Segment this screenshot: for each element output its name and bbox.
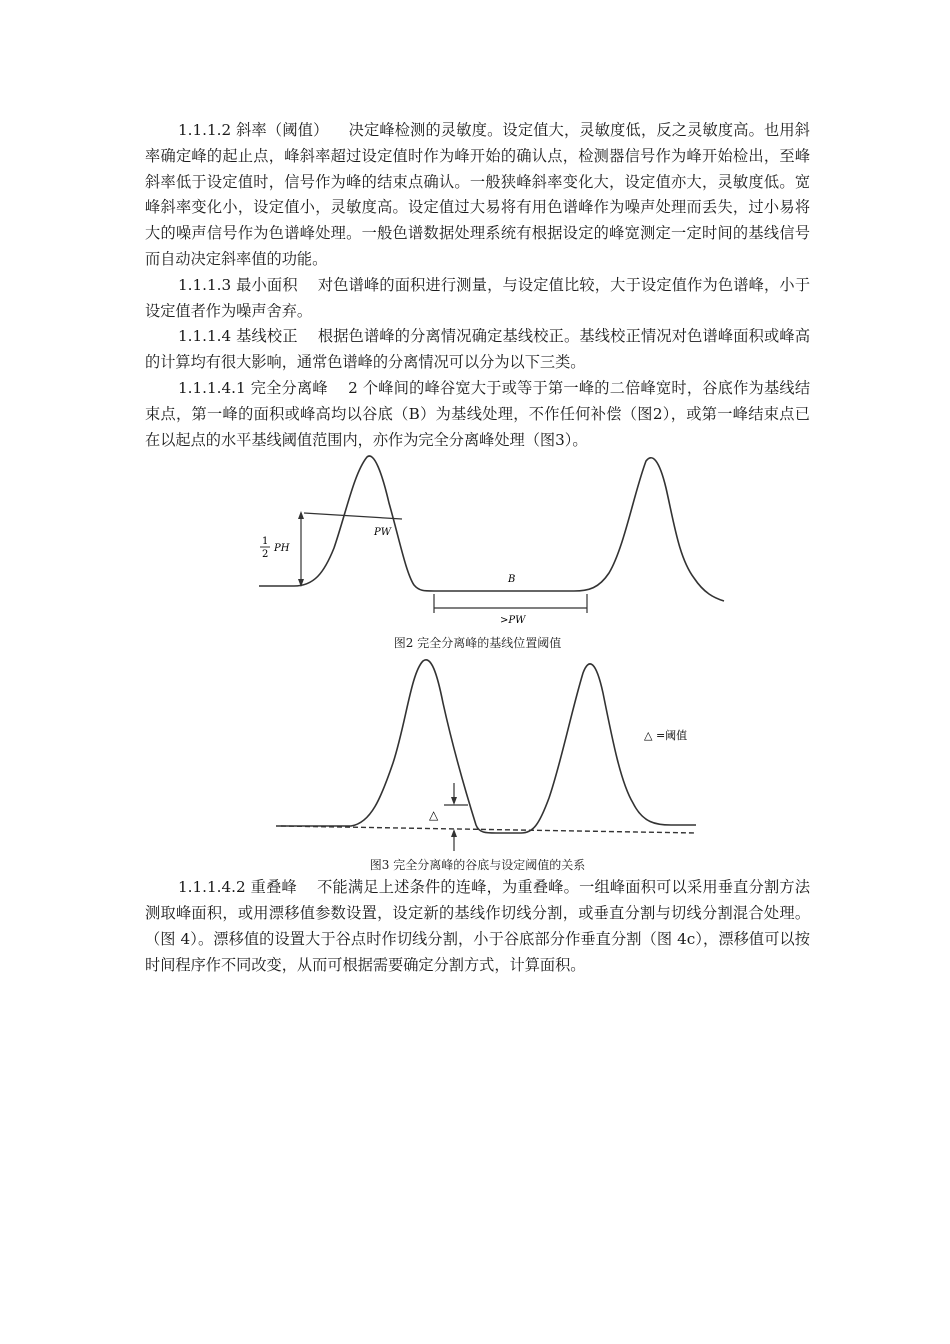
section-heading: 1.1.1.4.2 重叠峰 [178, 878, 297, 897]
section-body: 决定峰检测的灵敏度。设定值大，灵敏度低，反之灵敏度高。也用斜率确定峰的起止点，峰斜率超过设定值时作为峰开始的确认点，检测器信号作为峰开始检出，至峰斜率低于设定值时，信号作为峰的结束点确认。一般狭峰斜率变化大，设定值亦大，灵敏度低。宽峰斜率变化小，设定值小，灵敏度高。设定值过大易将有用色谱峰作为噪声处理而丢失，过小易将大的噪声信号作为色谱峰处理。一般色谱数据处理系统有根据设定的峰宽测定一定时间的基线信号而自动决定斜率值的功能。 [145, 121, 810, 268]
section-fully-separated [145, 376, 810, 453]
half-denominator: 2 [262, 549, 269, 561]
figure-3-chromatogram [271, 653, 701, 853]
threshold-line [281, 826, 696, 833]
figure-3-caption: 图3 完全分离峰的谷底与设定阈值的关系 [369, 858, 586, 873]
half-numerator: 1 [262, 536, 269, 548]
section-heading: 1.1.1.4 基线校正 [178, 327, 298, 346]
gt-pw-label: >PW [500, 615, 526, 627]
chromatogram-trace [276, 660, 696, 833]
ph-label: PH [274, 543, 290, 555]
ph-arrow-head-top [298, 511, 304, 519]
section-body: 对色谱峰的面积进行测量，与设定值比较，大于设定值作为色谱峰，小于设定值者作为噪声舍弃。 [145, 275, 811, 320]
figure-2-chromatogram [254, 453, 734, 629]
section-heading: 1.1.1.2 斜率（阈值） [178, 121, 329, 139]
section-body: 根据色谱峰的分离情况确定基线校正。基线校正情况对色谱峰面积或峰高的计算均有很大影响，通常色谱峰的分离情况可以分为以下三类。 [145, 327, 811, 372]
section-heading: 1.1.1.3 最小面积 [178, 275, 298, 294]
section-overlapping-peaks [145, 875, 810, 978]
section-body: 不能满足上述条件的连峰，为重叠峰。一组峰面积可以采用垂直分割方法测取峰面积，或用漂移值参数设置，设定新的基线作切线分割，或垂直分割与切线分割混合处理。（图 4）。漂移值的设置大于谷点时作切线分割，小于谷底部分作垂直分割（图 4c），漂移值可以按时间程序作不同改变，从而可根据需要确定分割方式，计算面积。 [145, 878, 811, 974]
section-slope [145, 118, 810, 273]
pw-line [304, 513, 402, 519]
threshold-arrow-top-head [451, 797, 457, 805]
section-heading: 1.1.1.4.1 完全分离峰 [178, 378, 328, 397]
section-min-area [145, 273, 810, 325]
document-page [145, 118, 810, 979]
chromatogram-trace [259, 456, 724, 601]
threshold-legend: △ =阈值 [644, 729, 688, 743]
delta-symbol: △ [429, 808, 439, 823]
section-body: 2 个峰间的峰谷宽大于或等于第一峰的二倍峰宽时，谷底作为基线结束点，第一峰的面积或峰高均以谷底（B）为基线处理，不作任何补偿（图2），或第一峰结束点已在以起点的水平基线阈值范围内，亦作为完全分离峰处理（图3）。 [145, 378, 811, 449]
figure-2-caption: 图2 完全分离峰的基线位置阈值 [393, 636, 562, 651]
b-label: B [508, 574, 516, 586]
threshold-arrow-bottom-head [451, 829, 457, 837]
section-baseline-correction [145, 324, 810, 376]
pw-label: PW [374, 527, 392, 539]
